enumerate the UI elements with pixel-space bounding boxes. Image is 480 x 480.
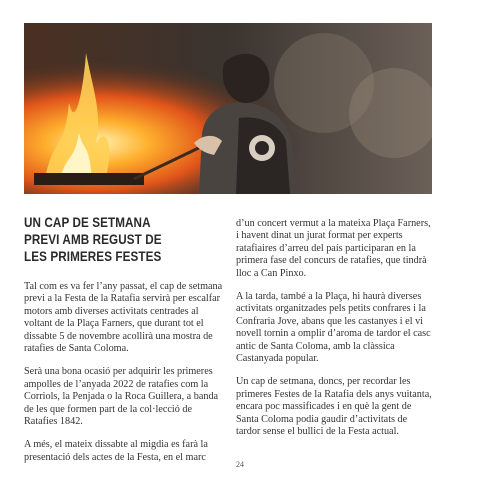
paragraph: Tal com es va fer l’any passat, el cap de setmana previ a la Festa de la Ratafia servirà per escalfar motors amb diverses activitats centrades al voltant de la Plaça Farners, que durant tot el dissabte 5 de novembre acollirà una mostra de ratafies de Santa Coloma. xyxy=(24,281,223,355)
photo-illustration xyxy=(24,23,432,194)
article-headline xyxy=(24,214,196,265)
headline-line-2: PREVI AMB REGUST DE xyxy=(24,232,162,247)
paragraph: A la tarda, també a la Plaça, hi haurà diverses activitats organitzades pels petits confrares i la Confraria Jove, abans que les castanyes i el vi novell tornin a omplir d’aroma de tardor el casc antic de Santa Coloma, amb la clàssica Castanyada popular. xyxy=(236,291,431,365)
page-number: 24 xyxy=(236,460,244,469)
left-column xyxy=(24,281,224,475)
paragraph: Serà una bona ocasió per adquirir les primeres ampolles de l’anyada 2022 de ratafies com la Corriols, la Penjada o la Roca Guillera, a banda de les que formen part de la col·lecció de Ratafies 1842. xyxy=(24,366,219,428)
paragraph: Un cap de setmana, doncs, per recordar les primeres Festes de la Ratafia dels anys vuitanta, encara poc massificades i en què la gent de Santa Coloma podia gaudir d’activitats de tardor sense el bullici de la Festa actual. xyxy=(236,376,432,438)
headline-line-3: LES PRIMERES FESTES xyxy=(24,249,162,264)
chestnut-roasting-photo xyxy=(24,23,432,194)
headline-line-1: UN CAP DE SETMANA xyxy=(24,215,151,230)
paragraph: A més, el mateix dissabte al migdia es farà la presentació dels actes de la Festa, en el marc xyxy=(24,439,208,463)
paragraph: d’un concert vermut a la mateixa Plaça Farners, i havent dinat un jurat format per experts ratafiaires d’arreu del país participaran en la primera fase del concurs de ratafies, que tindrà lloc a Can Pinxo. xyxy=(236,218,431,279)
right-column xyxy=(236,218,434,450)
